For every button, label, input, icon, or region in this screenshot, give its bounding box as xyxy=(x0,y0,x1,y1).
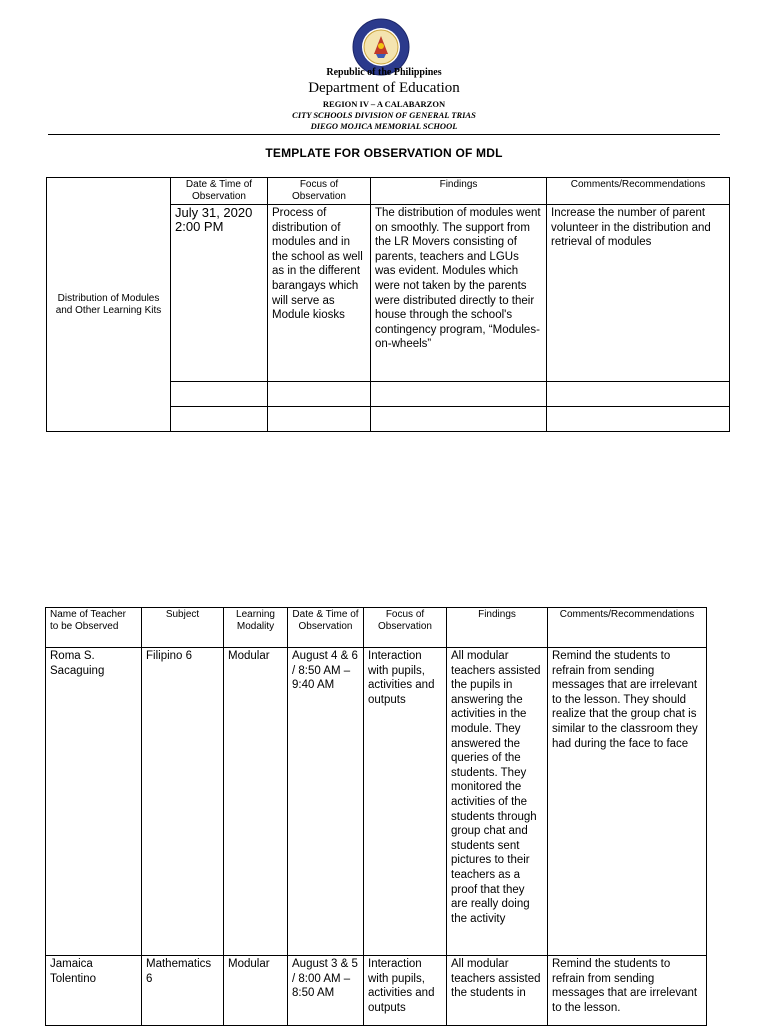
comments-cell: Increase the number of parent volunteer in the distribution and retrieval of modules xyxy=(547,205,730,382)
focus-cell: Interaction with pupils, activities and outputs xyxy=(364,956,447,1026)
table-header-row xyxy=(46,608,707,648)
distribution-table xyxy=(46,177,730,432)
header-findings: Findings xyxy=(447,608,548,648)
focus-cell: Process of distribution of modules and in the school as well as in the different barangays which will serve as Module kiosks xyxy=(268,205,371,382)
findings-cell: The distribution of modules went on smoothly. The support from the LR Movers consisting of parents, teachers and LGUs was evident. Modules which were not taken by the parents were distributed directly to their house through the school's contingency program, “Modules-on-wheels” xyxy=(371,205,547,382)
header-divider xyxy=(48,134,720,135)
header-findings: Findings xyxy=(371,178,547,205)
header-subject: Subject xyxy=(142,608,224,648)
comments-cell: Remind the students to refrain from sending messages that are irrelevant to the lesson. xyxy=(548,956,707,1026)
subject-cell: Filipino 6 xyxy=(142,648,224,956)
activity-label: Distribution of Modules and Other Learning Kits xyxy=(55,292,162,316)
subject-cell: Mathematics 6 xyxy=(142,956,224,1026)
table-header-row xyxy=(47,178,730,205)
header-date: Date & Time of Observation xyxy=(171,178,268,205)
findings-cell: All modular teachers assisted the students in xyxy=(447,956,548,1026)
header-comments: Comments/Recommendations xyxy=(548,608,707,648)
findings-cell: All modular teachers assisted the pupils in answering the activities in the module. They answered the queries of the students. They monitored the activities of the students through group chat and students sent pictures to their teachers as a proof that they are really doing the activity xyxy=(447,648,548,956)
table-row xyxy=(46,956,707,1026)
modality-cell: Modular xyxy=(224,648,288,956)
header-teacher: Name of Teacher to be Observed xyxy=(46,608,142,648)
focus-cell: Interaction with pupils, activities and outputs xyxy=(364,648,447,956)
department-title: Department of Education xyxy=(308,80,460,96)
date-cell: July 31, 2020 2:00 PM xyxy=(171,205,268,382)
header-focus: Focus of Observation xyxy=(364,608,447,648)
header-modality: Learning Modality xyxy=(224,608,288,648)
date-cell: August 3 & 5 / 8:00 AM – 8:50 AM xyxy=(288,956,364,1026)
page-title: TEMPLATE FOR OBSERVATION OF MDL xyxy=(265,146,503,160)
header-date: Date & Time of Observation xyxy=(288,608,364,648)
division-label: CITY SCHOOLS DIVISION OF GENERAL TRIAS xyxy=(292,110,476,120)
modality-cell: Modular xyxy=(224,956,288,1026)
activity-label-cell xyxy=(47,178,171,432)
teacher-name: Roma S. Sacaguing xyxy=(46,648,142,956)
teacher-name: Jamaica Tolentino xyxy=(46,956,142,1026)
comments-cell: Remind the students to refrain from sending messages that are irrelevant to the lesson. They should realize that the group chat is similar to the classroom they had during the face to face xyxy=(548,648,707,956)
date-cell: August 4 & 6 / 8:50 AM – 9:40 AM xyxy=(288,648,364,956)
header-focus: Focus of Observation xyxy=(268,178,371,205)
republic-label: Republic of the Philippines xyxy=(326,67,442,78)
region-label: REGION IV – A CALABARZON xyxy=(322,99,446,109)
header-comments: Comments/Recommendations xyxy=(547,178,730,205)
teacher-observation-table xyxy=(45,607,707,1026)
table-row xyxy=(46,648,707,956)
school-label: DIEGO MOJICA MEMORIAL SCHOOL xyxy=(310,121,458,131)
